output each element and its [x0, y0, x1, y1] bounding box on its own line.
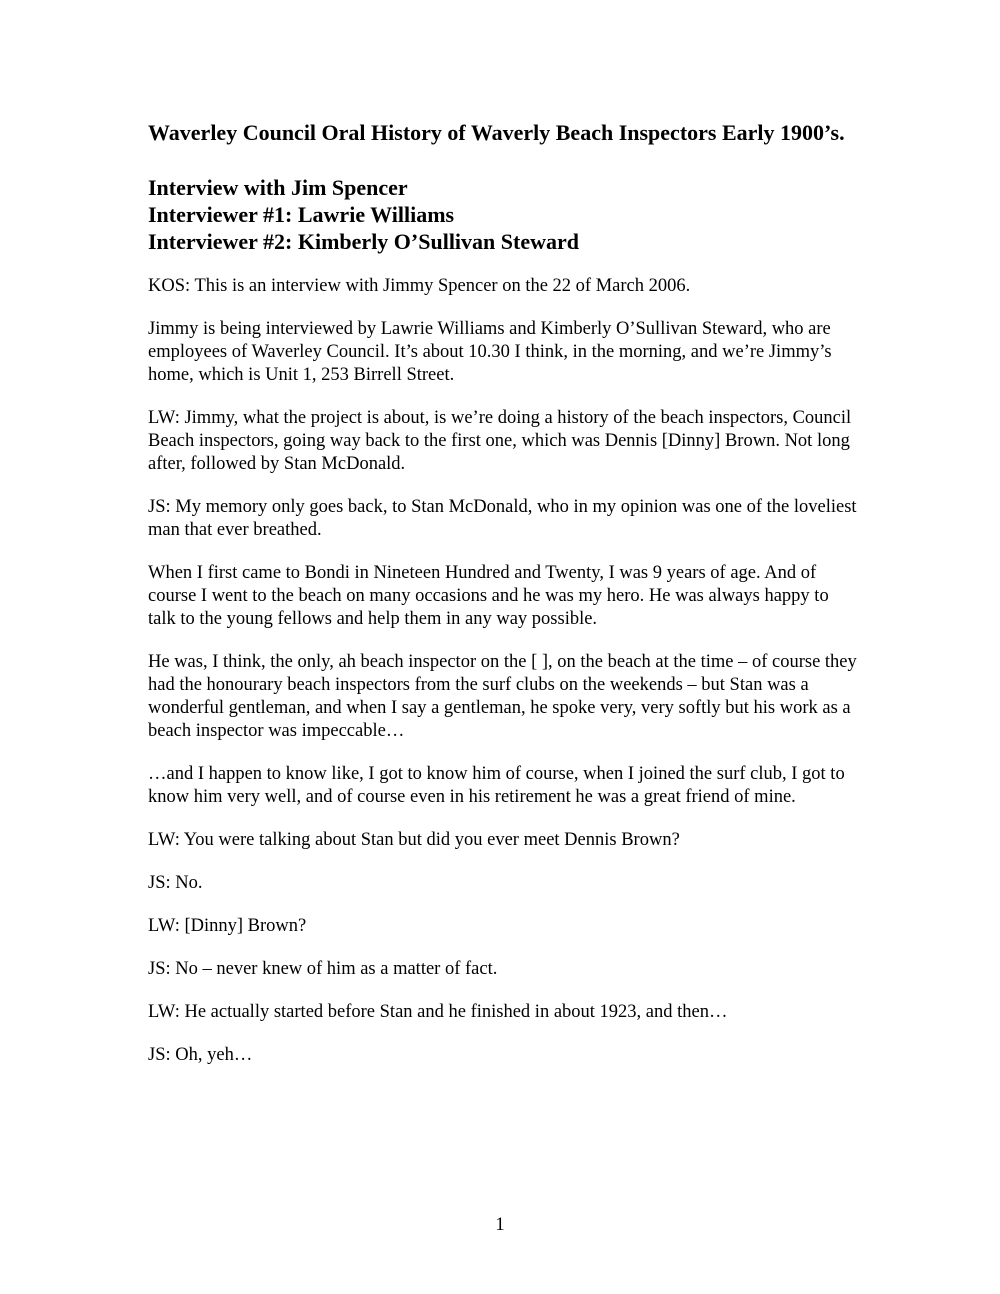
- transcript-paragraph: JS: My memory only goes back, to Stan McDonald, who in my opinion was one of the loveliest man that ever breathed.: [148, 497, 857, 540]
- transcript-paragraph: LW: He actually started before Stan and he finished in about 1923, and then…: [148, 1002, 728, 1022]
- page-number: 1: [495, 1215, 505, 1235]
- transcript-paragraph: LW: Jimmy, what the project is about, is we’re doing a history of the beach inspectors, Council Beach inspectors, going way back to the first one, which was Dennis [Dinny] Brown. Not long after, followed by Stan McDonald.: [148, 408, 852, 474]
- document-title: Waverley Council Oral History of Waverly Beach Inspectors Early 1900’s.: [148, 120, 845, 145]
- interviewer-2-heading: Interviewer #2: Kimberly O’Sullivan Steward: [148, 229, 579, 254]
- transcript-paragraph: JS: No – never knew of him as a matter of fact.: [148, 959, 498, 979]
- transcript-paragraph: He was, I think, the only, ah beach inspector on the [ ], on the beach at the time – of course they had the honourary beach inspectors from the surf clubs on the weekends – but Stan was a wonderful gentleman, and when I say a gentleman, he spoke very, very softly but his work as a beach inspector was impeccable…: [148, 652, 857, 741]
- transcript-paragraph: JS: No.: [148, 873, 203, 893]
- interview-details: [148, 174, 858, 255]
- transcript-body: [148, 275, 858, 1067]
- transcript-paragraph: LW: You were talking about Stan but did you ever meet Dennis Brown?: [148, 830, 680, 850]
- transcript-paragraph: JS: Oh, yeh…: [148, 1045, 253, 1065]
- transcript-paragraph: When I first came to Bondi in Nineteen Hundred and Twenty, I was 9 years of age. And of course I went to the beach on many occasions and he was my hero. He was always happy to talk to the young fellows and help them in any way possible.: [148, 563, 829, 629]
- transcript-paragraph: Jimmy is being interviewed by Lawrie Williams and Kimberly O’Sullivan Steward, who are employees of Waverley Council. It’s about 10.30 I think, in the morning, and we’re Jimmy’s home, which is Unit 1, 253 Birrell Street.: [148, 319, 832, 385]
- document-content: [148, 118, 858, 1087]
- transcript-paragraph: LW: [Dinny] Brown?: [148, 916, 307, 936]
- interviewer-1-heading: Interviewer #1: Lawrie Williams: [148, 202, 455, 227]
- transcript-paragraph: …and I happen to know like, I got to know him of course, when I joined the surf club, I got to know him very well, and of course even in his retirement he was a great friend of mine.: [148, 764, 845, 807]
- transcript-paragraph: KOS: This is an interview with Jimmy Spencer on the 22 of March 2006.: [148, 276, 691, 296]
- interviewee-heading: Interview with Jim Spencer: [148, 175, 408, 200]
